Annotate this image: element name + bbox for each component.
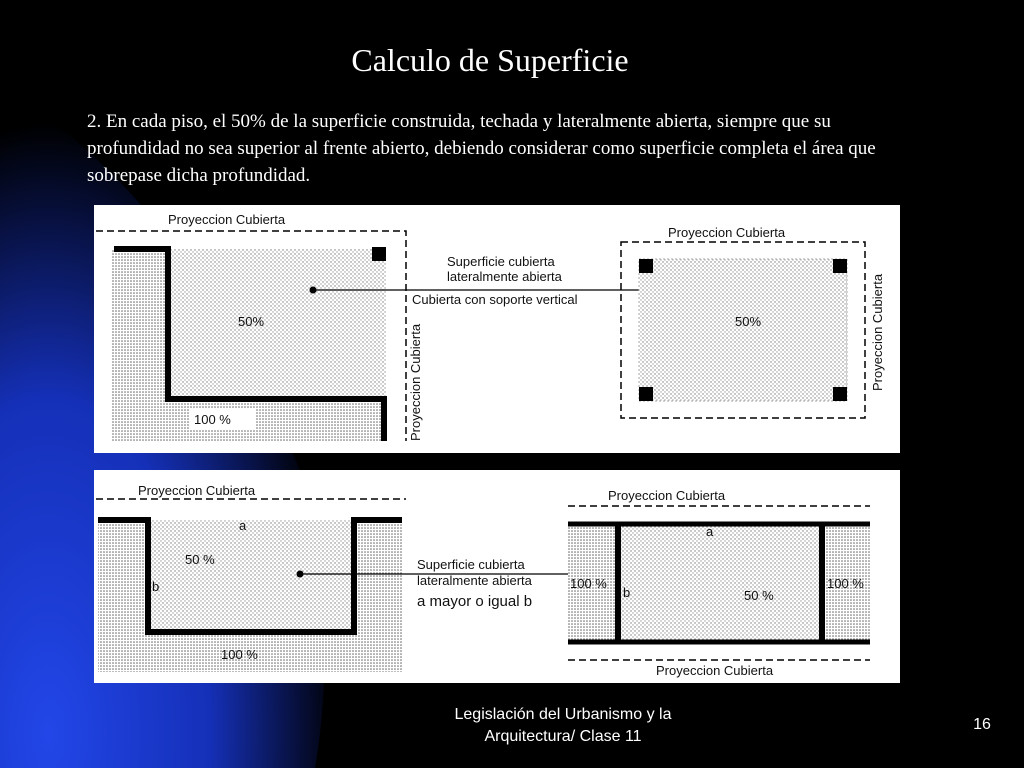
- diagram-top-panel: [94, 205, 900, 453]
- footer-course-name: [398, 704, 728, 748]
- diagram-bottom-svg: [94, 470, 900, 683]
- right-percent-right: 100 %: [827, 576, 864, 591]
- callout-line2: lateralmente abierta: [447, 269, 562, 284]
- right-50-area: [639, 259, 847, 401]
- diagram-top-svg: [94, 205, 900, 453]
- slide-body-text: 2. En cada piso, el 50% de la superficie construida, techada y lateralmente abierta, siempre que su profundidad no sea superior al frente abierto, debiendo considerar como superficie completa el área que sobrepase dicha profundidad.: [87, 111, 876, 186]
- left-b-label: b: [152, 579, 160, 594]
- left-projection-label: Proyeccion Cubierta: [138, 483, 256, 498]
- footer-course-line2: Arquitectura/ Clase 11: [484, 728, 642, 745]
- left-percent-100: 100 %: [221, 647, 258, 662]
- footer-course-line1: Legislación del Urbanismo y la: [454, 706, 672, 723]
- right-projection-label: Proyeccion Cubierta: [668, 225, 786, 240]
- right-projection-top-label: Proyeccion Cubierta: [608, 488, 726, 503]
- callout-line1: Superficie cubierta: [447, 254, 555, 269]
- callout-line3: a mayor o igual b: [417, 593, 533, 610]
- left-inner-50-area: [148, 520, 354, 632]
- right-column-bl: [639, 387, 653, 401]
- slide-title: Calculo de Superficie: [351, 42, 629, 78]
- callout-left-dot: [297, 571, 304, 578]
- right-b-label: b: [623, 585, 631, 600]
- right-column-tl: [639, 259, 653, 273]
- left-percent-100: 100 %: [194, 412, 231, 427]
- right-percent-left: 100 %: [570, 576, 607, 591]
- callout-line1: Superficie cubierta: [417, 557, 525, 572]
- left-inner-50-area: [168, 249, 386, 399]
- callout-line2: lateralmente abierta: [417, 573, 532, 588]
- right-percent-50: 50 %: [744, 588, 774, 603]
- diagram-bottom-panel: [94, 470, 900, 683]
- right-column-tr: [833, 259, 847, 273]
- left-percent-50: 50%: [238, 314, 265, 329]
- left-a-label: a: [239, 518, 247, 533]
- right-projection-bottom-label: Proyeccion Cubierta: [656, 663, 774, 678]
- right-percent-50: 50%: [735, 314, 762, 329]
- page-number: 16: [973, 716, 991, 733]
- right-column-br: [833, 387, 847, 401]
- right-vertical-label: Proyeccion Cubierta: [870, 273, 885, 391]
- right-a-label: a: [706, 524, 714, 539]
- left-vertical-label: Proyeccion Cubierta: [408, 323, 423, 441]
- right-center-50-area: [618, 524, 822, 642]
- left-projection-label: Proyeccion Cubierta: [168, 212, 286, 227]
- left-percent-50: 50 %: [185, 552, 215, 567]
- callout-left-dot: [310, 287, 317, 294]
- callout-line3: Cubierta con soporte vertical: [412, 292, 578, 307]
- left-column: [372, 247, 386, 261]
